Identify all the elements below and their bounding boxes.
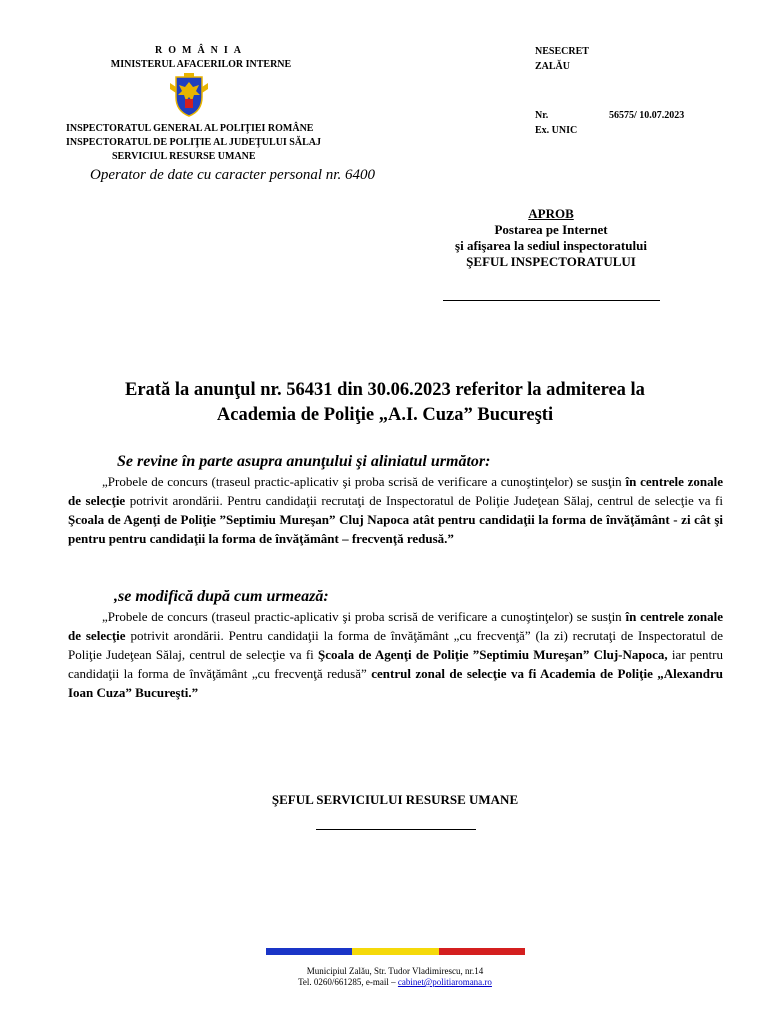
copy-count: Ex. UNIC <box>535 125 578 136</box>
institution-block <box>66 122 406 164</box>
service-name: SERVICIUL RESURSE UMANE <box>112 151 256 162</box>
coat-of-arms-icon <box>166 73 212 117</box>
title-line-2: Academia de Poliţie „A.I. Cuza” Bucureşti <box>216 405 554 425</box>
footer-address: Municipiul Zalău, Str. Tudor Vladimirescu, nr.14 <box>306 966 484 976</box>
registration-block <box>535 108 735 138</box>
country-name: ROMÂNIA <box>155 45 247 56</box>
ministry-name: MINISTERUL AFACERILOR INTERNE <box>110 59 292 70</box>
p1-text-a: „Probele de concurs (traseul practic-aplicativ şi proba scrisă de verificare a cunoştinţelor) se susţin <box>102 474 626 489</box>
p2-bold-d: Şcoala de Agenţi de Poliţie ”Septimiu Mureşan” Cluj-Napoca, <box>318 647 668 662</box>
header-left <box>66 44 386 72</box>
signature-title: ŞEFUL SERVICIULUI RESURSE UMANE <box>271 792 519 807</box>
flag-yellow <box>352 948 438 955</box>
approval-line-1: Postarea pe Internet <box>494 222 608 237</box>
flag-blue <box>266 948 352 955</box>
data-operator-note: Operator de date cu caracter personal nr. 6400 <box>90 167 375 183</box>
approval-line-2: şi afişarea la sediul inspectoratului <box>455 238 647 253</box>
approval-heading: APROB <box>528 206 574 221</box>
nr-label: Nr. <box>535 110 549 121</box>
city: ZALĂU <box>535 61 571 72</box>
approval-signature-line <box>443 300 660 301</box>
footer <box>0 966 770 988</box>
original-paragraph <box>68 472 723 548</box>
revine-heading: Se revine în parte asupra anunţului şi aliniatul următor: <box>117 453 491 470</box>
nr-value: 56575/ 10.07.2023 <box>609 110 685 121</box>
p2-bold-b: în centrele zonale de selecţie <box>68 609 723 643</box>
approval-line-3: ŞEFUL INSPECTORATULUI <box>466 254 636 269</box>
footer-email-link[interactable]: cabinet@politiaromana.ro <box>397 977 492 987</box>
modifica-heading: ,se modifică după cum urmează: <box>114 588 329 605</box>
approval-block <box>400 206 702 270</box>
flag-red <box>439 948 525 955</box>
modified-paragraph <box>68 607 723 702</box>
p2-bold-f: centrul zonal de selecţie va fi Academia de Poliţie „Alexandru Ioan Cuza” Bucureşti.” <box>68 666 723 700</box>
footer-contact <box>0 977 770 988</box>
p2-text-c: potrivit arondării. Pentru candidaţii la forma de învăţământ „cu frecvenţă” (la zi) recrutaţi de Inspectoratul de Poliţie Judeţean Sălaj, centrul de selecţie va fi <box>68 628 723 662</box>
p1-bold-d: Şcoala de Agenţi de Poliţie ”Septimiu Mureşan” Cluj Napoca atât pentru candidaţii la forma de învăţământ - zi cât şi pentru pentru candidaţii la forma de învăţământ – frecvenţă redusă.” <box>68 512 723 546</box>
institution-county: INSPECTORATUL DE POLIŢIE AL JUDEŢULUI SĂLAJ <box>66 137 321 148</box>
tricolor-bar <box>266 948 525 955</box>
footer-phone: Tel. 0260/661285, e-mail – <box>298 977 398 987</box>
institution-general: INSPECTORATUL GENERAL AL POLIŢIEI ROMÂNE <box>66 123 314 134</box>
classification: NESECRET <box>535 46 589 57</box>
header-right <box>535 44 735 74</box>
p1-text-c: potrivit arondării. Pentru candidaţii recrutaţi de Inspectoratul de Poliţie Judeţean Sălaj, centrul de selecţie va fi <box>125 493 723 508</box>
p1-bold-b: în centrele zonale de selecţie <box>68 474 723 508</box>
document-title <box>40 378 730 428</box>
title-line-1: Erată la anunţul nr. 56431 din 30.06.2023 referitor la admiterea la <box>125 380 645 400</box>
p2-text-a: „Probele de concurs (traseul practic-aplicativ şi proba scrisă de verificare a cunoştinţelor) se susţin <box>102 609 626 624</box>
signature-line <box>316 829 476 830</box>
p2-text-e: iar pentru candidaţii la forma de învăţământ „cu frecvenţă redusă” <box>68 647 723 681</box>
